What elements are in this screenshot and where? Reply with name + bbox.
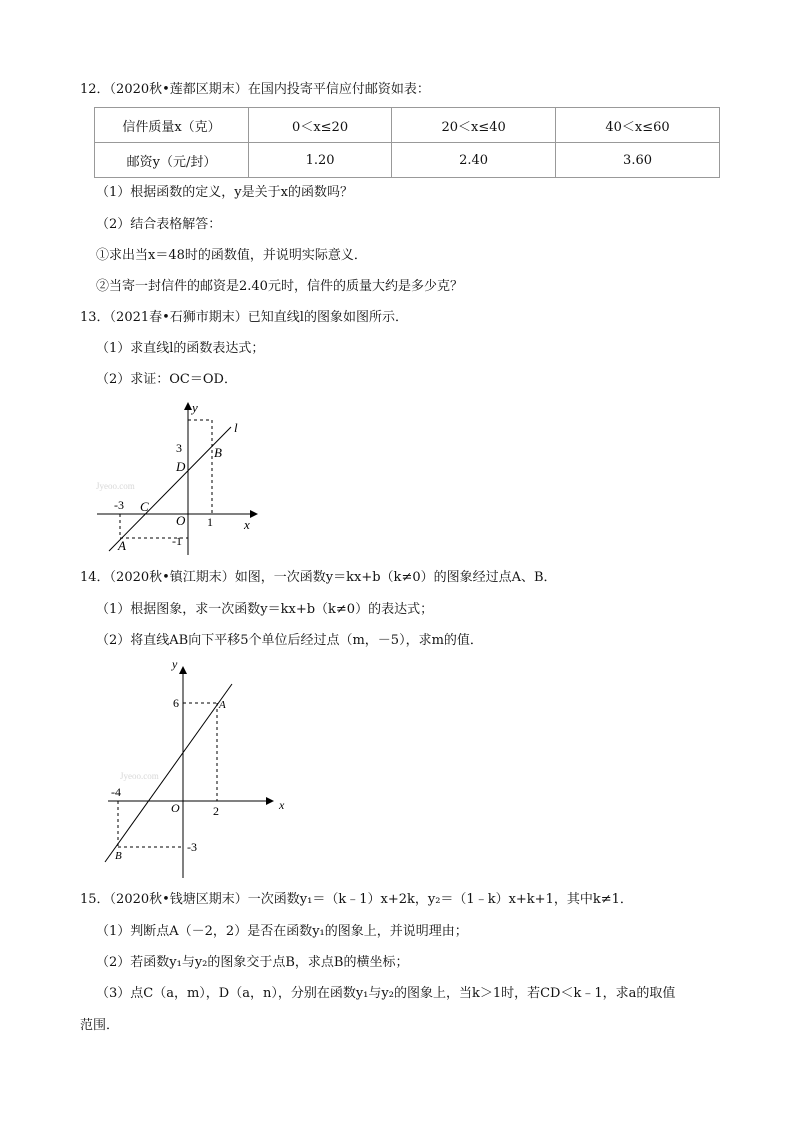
table-cell: 2.40 <box>392 143 556 178</box>
q15-part3: （3）点C（a，m），D（a，n），分别在函数y₁与y₂的图象上，当k＞1时，若CD＜k﹣1，求a的取值 <box>96 986 676 1001</box>
point-label: A <box>118 538 126 553</box>
origin-label: O <box>171 801 180 815</box>
q12-part1: （1）根据函数的定义，y是关于x的函数吗？ <box>96 185 353 200</box>
watermark: Jyeoo.com <box>96 481 135 491</box>
table-cell: 3.60 <box>556 143 720 178</box>
q14-part1: （1）根据图象，求一次函数y＝kx+b（k≠0）的表达式； <box>96 602 434 617</box>
q14-part2: （2）将直线AB向下平移5个单位后经过点（m，－5），求m的值． <box>96 633 483 648</box>
q13-title: 13．（2021春•石狮市期末）已知直线l的图象如图所示． <box>80 310 408 325</box>
q12-part2: （2）结合表格解答： <box>96 217 222 232</box>
x-axis-label: x <box>279 798 285 812</box>
x-axis-arrow <box>266 797 274 805</box>
point-label: B <box>115 850 122 862</box>
q15-part2: （2）若函数y₁与y₂的图象交于点B，求点B的横坐标； <box>96 955 409 970</box>
table-cell: 20＜x≤40 <box>392 108 556 143</box>
table-cell: 信件质量x（克） <box>95 108 249 143</box>
table-cell: 邮资y（元/封） <box>95 143 249 178</box>
y-axis-label: y <box>192 400 198 415</box>
table-cell: 1.20 <box>249 143 392 178</box>
tick-label: 1 <box>207 515 213 529</box>
q12-part2a: ①求出当x＝48时的函数值，并说明实际意义． <box>96 248 367 263</box>
table-cell: 40＜x≤60 <box>556 108 720 143</box>
q15-title: 15．（2020秋•钱塘区期末）一次函数y₁＝（k﹣1）x+2k，y₂＝（1﹣k）x+k+1，其中k≠1． <box>80 892 633 907</box>
tick-label: -4 <box>111 785 121 799</box>
y-axis-arrow <box>179 666 187 674</box>
tick-label: 2 <box>213 804 219 818</box>
tick-label: 3 <box>176 441 182 455</box>
point-label: A <box>219 699 226 711</box>
tick-label: -3 <box>114 498 124 512</box>
point-label: B <box>214 445 222 460</box>
line-label: l <box>234 420 238 435</box>
y-axis-label: y <box>172 657 178 671</box>
q15-part3-cont: 范围． <box>80 1018 120 1033</box>
q12-title: 12．（2020秋•莲都区期末）在国内投寄平信应付邮资如表： <box>80 82 430 97</box>
q13-part1: （1）求直线l的函数表达式； <box>96 341 265 356</box>
point-label: C <box>140 499 149 514</box>
point-label: D <box>176 459 186 474</box>
q14-title: 14．（2020秋•镇江期末）如图，一次函数y＝kx+b（k≠0）的图象经过点A、B． <box>80 570 557 585</box>
tick-label: 6 <box>173 696 179 710</box>
q15-part1: （1）判断点A（－2，2）是否在函数y₁的图象上，并说明理由； <box>96 924 468 939</box>
q12-part2b: ②当寄一封信件的邮资是2.40元时，信件的质量大约是多少克？ <box>96 279 463 294</box>
tick-label: -3 <box>187 840 197 854</box>
origin-label: O <box>176 513 186 528</box>
q13-part2: （2）求证：OC＝OD． <box>96 372 237 387</box>
watermark: Jyeoo.com <box>120 771 159 781</box>
tick-label: -1 <box>172 534 182 548</box>
x-axis-label: x <box>244 517 250 532</box>
table-cell: 0＜x≤20 <box>249 108 392 143</box>
